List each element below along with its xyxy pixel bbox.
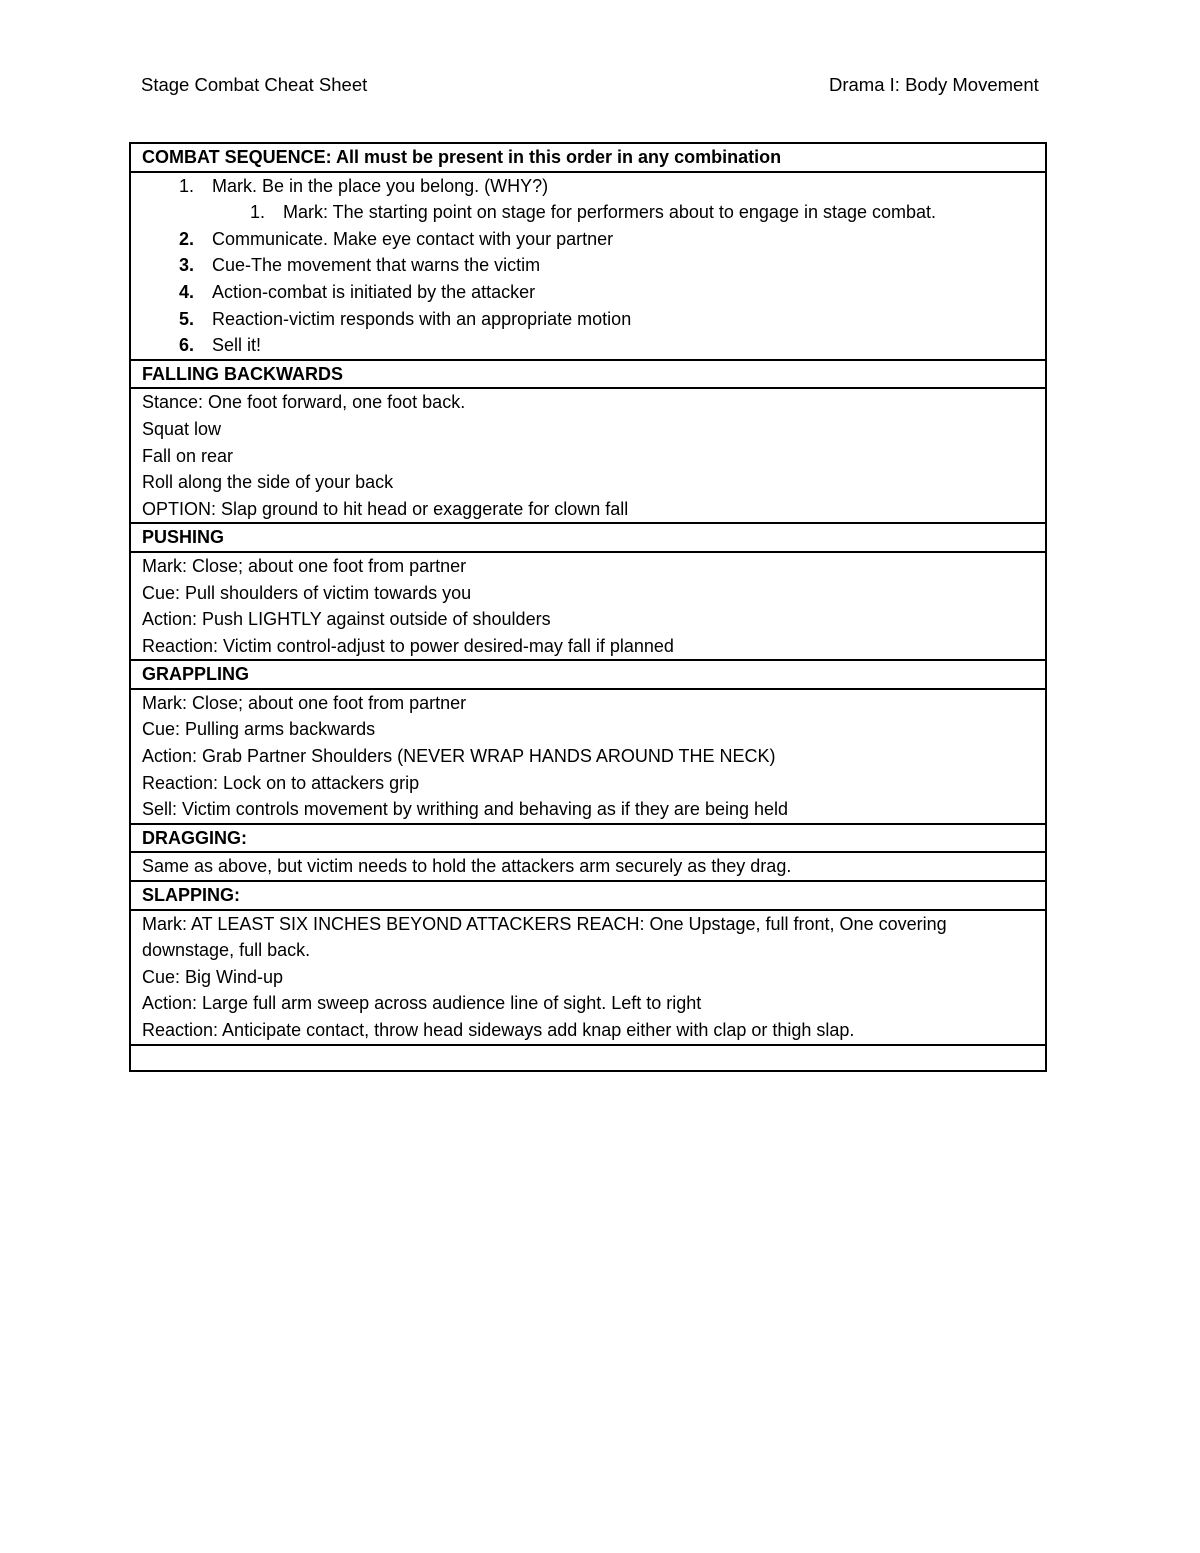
cheat-sheet-table — [129, 142, 1047, 1072]
text-line: Same as above, but victim needs to hold the attackers arm securely as they drag. — [142, 856, 792, 877]
section-heading-pushing — [130, 523, 1046, 552]
text-line: Mark: Close; about one foot from partner — [142, 692, 467, 713]
section-body-dragging — [130, 852, 1046, 881]
empty-row — [130, 1045, 1046, 1071]
section-heading-falling-backwards — [130, 360, 1046, 389]
text-line: Action: Push LIGHTLY against outside of shoulders — [142, 609, 551, 630]
text-line: Cue: Pulling arms backwards — [142, 719, 376, 740]
section-heading-slapping — [130, 881, 1046, 910]
list-number: 1. — [249, 202, 265, 223]
list-text: Mark. Be in the place you belong. (WHY?) — [212, 175, 549, 196]
header-course: Drama I: Body Movement — [829, 74, 1039, 95]
list-item — [142, 332, 1039, 359]
body-cell — [130, 388, 1046, 523]
text-line: Action: Grab Partner Shoulders (NEVER WRAP HANDS AROUND THE NECK) — [142, 746, 776, 767]
body-cell — [130, 910, 1046, 1045]
empty-cell — [130, 1045, 1046, 1071]
section-body-slapping — [130, 910, 1046, 1045]
section-body-pushing — [130, 552, 1046, 660]
sequence-list — [142, 173, 1039, 359]
body-cell — [130, 552, 1046, 660]
body-cell — [130, 172, 1046, 360]
body-cell — [130, 689, 1046, 824]
list-number: 1. — [178, 175, 194, 196]
heading-cell: COMBAT SEQUENCE: All must be present in this order in any combination — [130, 143, 1046, 172]
text-line: Reaction: Lock on to attackers grip — [142, 772, 420, 793]
text-line: Reaction: Victim control-adjust to power desired-may fall if planned — [142, 635, 674, 656]
list-number: 3. — [178, 255, 194, 276]
text-line: Reaction: Anticipate contact, throw head sideways add knap either with clap or thigh slap. — [142, 1020, 855, 1040]
text-line: Stance: One foot forward, one foot back. — [142, 392, 466, 413]
list-text: Cue-The movement that warns the victim — [212, 255, 541, 276]
list-number: 4. — [178, 281, 194, 302]
text-line: Cue: Pull shoulders of victim towards you — [142, 582, 472, 603]
text-line: Fall on rear — [142, 445, 234, 466]
text-line: Squat low — [142, 418, 222, 439]
list-text: Reaction-victim responds with an appropriate motion — [212, 308, 632, 329]
heading-cell: DRAGGING: — [130, 824, 1046, 853]
list-text: Mark: The starting point on stage for performers about to engage in stage combat. — [283, 202, 937, 223]
heading-cell: GRAPPLING — [130, 660, 1046, 689]
heading-cell: SLAPPING: — [130, 881, 1046, 910]
list-item — [142, 279, 1039, 306]
text-line: OPTION: Slap ground to hit head or exaggerate for clown fall — [142, 498, 629, 519]
section-body-grappling — [130, 689, 1046, 824]
text-line: Sell: Victim controls movement by writhing and behaving as if they are being held — [142, 799, 789, 820]
section-body-falling-backwards — [130, 388, 1046, 523]
section-heading-dragging — [130, 824, 1046, 853]
header-title: Stage Combat Cheat Sheet — [141, 74, 368, 95]
list-text: Sell it! — [212, 335, 262, 356]
heading-cell: PUSHING — [130, 523, 1046, 552]
text-line: Mark: Close; about one foot from partner — [142, 555, 467, 576]
list-item — [142, 173, 1039, 200]
text-line: Roll along the side of your back — [142, 472, 394, 493]
list-text: Action-combat is initiated by the attacker — [212, 281, 536, 302]
list-number: 2. — [178, 228, 194, 249]
list-item — [142, 306, 1039, 333]
text-line: Cue: Big Wind-up — [142, 966, 284, 987]
section-heading-combat-sequence — [130, 143, 1046, 172]
list-text: Communicate. Make eye contact with your partner — [212, 228, 614, 249]
list-item — [142, 226, 1039, 253]
section-body-combat-sequence — [130, 172, 1046, 360]
text-line: Mark: AT LEAST SIX INCHES BEYOND ATTACKERS REACH: One Upstage, full front, One covering downstage, full back. — [142, 913, 947, 961]
body-cell — [130, 852, 1046, 881]
list-number: 6. — [178, 335, 194, 356]
list-item — [142, 252, 1039, 279]
list-number: 5. — [178, 308, 194, 329]
list-item — [142, 199, 1039, 226]
section-heading-grappling — [130, 660, 1046, 689]
heading-cell: FALLING BACKWARDS — [130, 360, 1046, 389]
text-line: Action: Large full arm sweep across audience line of sight. Left to right — [142, 993, 702, 1014]
